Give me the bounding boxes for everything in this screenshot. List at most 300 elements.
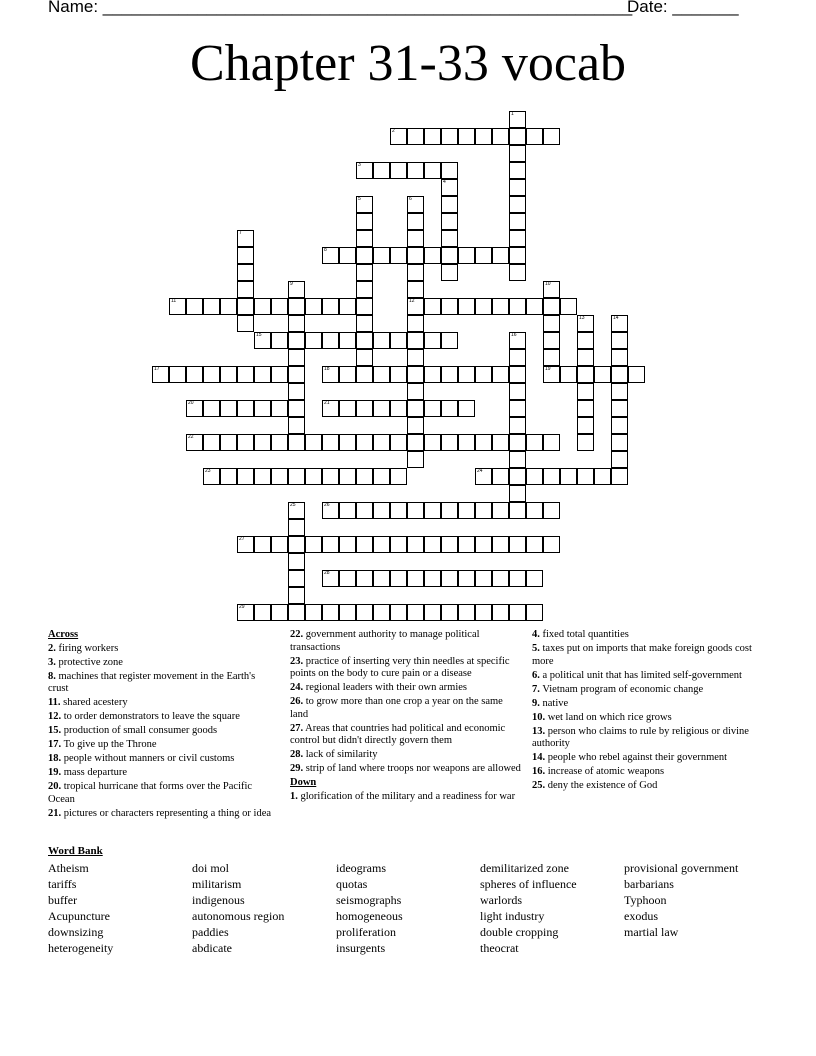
- crossword-cell[interactable]: [509, 417, 526, 434]
- clue-text: wet land on which rice grows: [547, 711, 672, 723]
- crossword-cell[interactable]: [356, 213, 373, 230]
- crossword-cell[interactable]: [356, 264, 373, 281]
- crossword-cell[interactable]: [322, 468, 339, 485]
- crossword-cell[interactable]: [475, 570, 492, 587]
- crossword-cell[interactable]: [509, 196, 526, 213]
- crossword-cell[interactable]: [509, 383, 526, 400]
- crossword-cell[interactable]: [441, 247, 458, 264]
- crossword-cell[interactable]: [288, 417, 305, 434]
- crossword-cell[interactable]: [356, 332, 373, 349]
- crossword-cell[interactable]: [169, 298, 186, 315]
- crossword-cell[interactable]: [373, 434, 390, 451]
- crossword-cell[interactable]: [475, 536, 492, 553]
- crossword-cell[interactable]: [373, 247, 390, 264]
- crossword-cell[interactable]: [305, 536, 322, 553]
- crossword-cell[interactable]: [322, 434, 339, 451]
- crossword-cell[interactable]: [390, 128, 407, 145]
- crossword-cell[interactable]: [441, 434, 458, 451]
- crossword-cell[interactable]: [441, 332, 458, 349]
- crossword-cell[interactable]: [441, 179, 458, 196]
- crossword-cell[interactable]: [322, 366, 339, 383]
- crossword-cell[interactable]: [356, 196, 373, 213]
- crossword-cell[interactable]: [441, 604, 458, 621]
- crossword-cell[interactable]: [407, 196, 424, 213]
- crossword-cell[interactable]: [424, 366, 441, 383]
- crossword-cell[interactable]: [543, 366, 560, 383]
- crossword-cell[interactable]: [237, 230, 254, 247]
- crossword-cell[interactable]: [237, 468, 254, 485]
- crossword-cell[interactable]: [441, 298, 458, 315]
- crossword-cell[interactable]: [271, 468, 288, 485]
- crossword-cell[interactable]: [543, 468, 560, 485]
- crossword-cell[interactable]: [509, 213, 526, 230]
- crossword-cell[interactable]: [305, 434, 322, 451]
- crossword-cell[interactable]: [288, 383, 305, 400]
- crossword-cell[interactable]: [339, 332, 356, 349]
- crossword-cell[interactable]: [237, 400, 254, 417]
- crossword-cell[interactable]: [611, 349, 628, 366]
- crossword-cell[interactable]: [305, 298, 322, 315]
- crossword-cell[interactable]: [611, 315, 628, 332]
- crossword-cell[interactable]: [356, 281, 373, 298]
- crossword-cell[interactable]: [288, 587, 305, 604]
- crossword-cell[interactable]: [543, 502, 560, 519]
- crossword-cell[interactable]: [543, 281, 560, 298]
- crossword-cell[interactable]: [288, 502, 305, 519]
- crossword-cell[interactable]: [492, 468, 509, 485]
- crossword-cell[interactable]: [254, 468, 271, 485]
- crossword-cell[interactable]: [611, 451, 628, 468]
- crossword-cell[interactable]: [407, 417, 424, 434]
- crossword-cell[interactable]: [373, 162, 390, 179]
- crossword-cell[interactable]: [407, 230, 424, 247]
- clue-text: regional leaders with their own armies: [305, 682, 467, 693]
- crossword-cell[interactable]: [441, 128, 458, 145]
- crossword-cell[interactable]: [339, 247, 356, 264]
- crossword-cell[interactable]: [509, 179, 526, 196]
- crossword-cell[interactable]: [169, 366, 186, 383]
- crossword-cell[interactable]: [407, 298, 424, 315]
- crossword-cell[interactable]: [305, 604, 322, 621]
- crossword-cell[interactable]: [288, 553, 305, 570]
- crossword-cell[interactable]: [509, 145, 526, 162]
- crossword-cell[interactable]: [611, 434, 628, 451]
- crossword-cell[interactable]: [475, 247, 492, 264]
- crossword-cell[interactable]: [254, 604, 271, 621]
- crossword-cell[interactable]: [288, 298, 305, 315]
- across-clue: [48, 808, 273, 821]
- crossword-cell[interactable]: [203, 468, 220, 485]
- crossword-cell[interactable]: [458, 298, 475, 315]
- crossword-cell[interactable]: [373, 366, 390, 383]
- crossword-cell[interactable]: [254, 434, 271, 451]
- crossword-cell[interactable]: [475, 128, 492, 145]
- crossword-cell[interactable]: [577, 434, 594, 451]
- crossword-cell[interactable]: [441, 536, 458, 553]
- crossword-cell[interactable]: [475, 604, 492, 621]
- crossword-cell[interactable]: [424, 434, 441, 451]
- crossword-cell[interactable]: [407, 536, 424, 553]
- crossword-cell[interactable]: [526, 536, 543, 553]
- crossword-cell[interactable]: [441, 570, 458, 587]
- crossword-cell[interactable]: [356, 230, 373, 247]
- crossword-cell[interactable]: [186, 400, 203, 417]
- crossword-cell[interactable]: [322, 604, 339, 621]
- crossword-cell[interactable]: [526, 468, 543, 485]
- crossword-cell[interactable]: [509, 332, 526, 349]
- crossword-cell[interactable]: [356, 366, 373, 383]
- crossword-cell[interactable]: [288, 400, 305, 417]
- across-clue: [290, 629, 522, 654]
- crossword-cell[interactable]: [407, 383, 424, 400]
- word-bank-item: buffer: [48, 893, 78, 907]
- crossword-cell[interactable]: [509, 604, 526, 621]
- crossword-cell[interactable]: [492, 502, 509, 519]
- crossword-cell[interactable]: [407, 264, 424, 281]
- crossword-cell[interactable]: [509, 349, 526, 366]
- crossword-cell[interactable]: [390, 468, 407, 485]
- crossword-cell[interactable]: [441, 196, 458, 213]
- crossword-cell[interactable]: [305, 332, 322, 349]
- crossword-cell[interactable]: [577, 315, 594, 332]
- crossword-cell[interactable]: [339, 604, 356, 621]
- crossword-cell[interactable]: [458, 128, 475, 145]
- crossword-cell[interactable]: [407, 502, 424, 519]
- crossword-cell[interactable]: [509, 536, 526, 553]
- crossword-cell[interactable]: [356, 315, 373, 332]
- crossword-cell[interactable]: [458, 604, 475, 621]
- crossword-cell[interactable]: [271, 332, 288, 349]
- crossword-cell[interactable]: [424, 332, 441, 349]
- crossword-cell[interactable]: [288, 468, 305, 485]
- crossword-cell[interactable]: [526, 570, 543, 587]
- crossword-cell[interactable]: [271, 604, 288, 621]
- crossword-cell[interactable]: [509, 434, 526, 451]
- crossword-cell[interactable]: [373, 400, 390, 417]
- crossword-cell[interactable]: [611, 468, 628, 485]
- crossword-cell[interactable]: [611, 366, 628, 383]
- crossword-cell[interactable]: [288, 332, 305, 349]
- crossword-cell[interactable]: [509, 366, 526, 383]
- crossword-cell[interactable]: [356, 400, 373, 417]
- crossword-cell[interactable]: [475, 366, 492, 383]
- crossword-cell[interactable]: [237, 434, 254, 451]
- crossword-cell[interactable]: [509, 502, 526, 519]
- crossword-cell[interactable]: [390, 434, 407, 451]
- crossword-cell[interactable]: [509, 230, 526, 247]
- crossword-cell[interactable]: [526, 298, 543, 315]
- crossword-cell[interactable]: [237, 298, 254, 315]
- crossword-cell[interactable]: [390, 162, 407, 179]
- crossword-cell[interactable]: [577, 417, 594, 434]
- crossword-cell[interactable]: [611, 332, 628, 349]
- crossword-cell[interactable]: [526, 604, 543, 621]
- crossword-cell[interactable]: [186, 298, 203, 315]
- crossword-cell[interactable]: [339, 298, 356, 315]
- clue-text: Areas that countries had political and economic control but didn't directly govern them: [290, 722, 506, 746]
- crossword-cell[interactable]: [152, 366, 169, 383]
- crossword-cell[interactable]: [322, 502, 339, 519]
- crossword-cell[interactable]: [509, 111, 526, 128]
- word-bank-item: seismographs: [336, 893, 402, 907]
- crossword-cell[interactable]: [356, 349, 373, 366]
- crossword-cell[interactable]: [458, 570, 475, 587]
- crossword-cell[interactable]: [543, 332, 560, 349]
- crossword-cell[interactable]: [441, 366, 458, 383]
- crossword-cell[interactable]: [509, 128, 526, 145]
- crossword-cell[interactable]: [424, 604, 441, 621]
- crossword-cell[interactable]: [611, 417, 628, 434]
- crossword-cell[interactable]: [424, 128, 441, 145]
- crossword-cell[interactable]: [475, 468, 492, 485]
- crossword-cell[interactable]: [390, 366, 407, 383]
- crossword-cell[interactable]: [271, 434, 288, 451]
- crossword-cell[interactable]: [577, 366, 594, 383]
- crossword-cell[interactable]: [186, 434, 203, 451]
- crossword-cell[interactable]: [288, 349, 305, 366]
- crossword-cell[interactable]: [322, 247, 339, 264]
- crossword-cell[interactable]: [407, 400, 424, 417]
- crossword-cell[interactable]: [492, 434, 509, 451]
- crossword-cell[interactable]: [390, 247, 407, 264]
- crossword-cell[interactable]: [254, 366, 271, 383]
- crossword-cell[interactable]: [271, 298, 288, 315]
- crossword-cell[interactable]: [407, 366, 424, 383]
- crossword-cell[interactable]: [458, 400, 475, 417]
- crossword-cell[interactable]: [424, 400, 441, 417]
- crossword-cell[interactable]: [577, 383, 594, 400]
- crossword-cell[interactable]: [237, 247, 254, 264]
- crossword-cell[interactable]: [339, 468, 356, 485]
- crossword-cell[interactable]: [203, 298, 220, 315]
- crossword-cell[interactable]: [356, 298, 373, 315]
- crossword-cell[interactable]: [611, 383, 628, 400]
- crossword-cell[interactable]: [220, 434, 237, 451]
- crossword-cell[interactable]: [492, 298, 509, 315]
- crossword-cell[interactable]: [543, 298, 560, 315]
- crossword-cell[interactable]: [492, 247, 509, 264]
- crossword-cell[interactable]: [560, 366, 577, 383]
- crossword-cell[interactable]: [577, 332, 594, 349]
- crossword-cell[interactable]: [492, 366, 509, 383]
- crossword-cell[interactable]: [441, 230, 458, 247]
- name-line[interactable]: Name: ________________________________________________________: [48, 0, 633, 16]
- word-bank-heading: Word Bank: [48, 845, 103, 857]
- clue-text: to order demonstrators to leave the square: [63, 711, 240, 722]
- crossword-cell[interactable]: [441, 213, 458, 230]
- crossword-cell[interactable]: [543, 128, 560, 145]
- crossword-cell[interactable]: [424, 502, 441, 519]
- crossword-cell[interactable]: [543, 536, 560, 553]
- crossword-cell[interactable]: [407, 604, 424, 621]
- crossword-cell[interactable]: [492, 128, 509, 145]
- crossword-cell[interactable]: [254, 332, 271, 349]
- crossword-cell[interactable]: [237, 264, 254, 281]
- crossword-cell[interactable]: [339, 366, 356, 383]
- crossword-cell[interactable]: [288, 315, 305, 332]
- crossword-cell[interactable]: [594, 366, 611, 383]
- crossword-cell[interactable]: [288, 434, 305, 451]
- crossword-cell[interactable]: [373, 604, 390, 621]
- crossword-cell[interactable]: [509, 162, 526, 179]
- crossword-cell[interactable]: [577, 400, 594, 417]
- crossword-cell[interactable]: [492, 604, 509, 621]
- crossword-cell[interactable]: [407, 247, 424, 264]
- crossword-cell[interactable]: [475, 298, 492, 315]
- crossword-cell[interactable]: [356, 604, 373, 621]
- crossword-cell[interactable]: [237, 536, 254, 553]
- crossword-cell[interactable]: [543, 434, 560, 451]
- crossword-cell[interactable]: [441, 264, 458, 281]
- crossword-cell[interactable]: [458, 434, 475, 451]
- crossword-cell[interactable]: [356, 162, 373, 179]
- down-clue: [532, 752, 764, 765]
- crossword-cell[interactable]: [407, 315, 424, 332]
- crossword-cell[interactable]: [203, 434, 220, 451]
- crossword-cell[interactable]: [322, 298, 339, 315]
- crossword-cell[interactable]: [373, 502, 390, 519]
- crossword-cell[interactable]: [509, 570, 526, 587]
- crossword-cell[interactable]: [407, 349, 424, 366]
- crossword-cell[interactable]: [271, 366, 288, 383]
- crossword-cell[interactable]: [237, 604, 254, 621]
- crossword-cell[interactable]: [594, 468, 611, 485]
- crossword-cell[interactable]: [407, 570, 424, 587]
- crossword-cell[interactable]: [254, 400, 271, 417]
- crossword-cell[interactable]: [237, 366, 254, 383]
- crossword-cell[interactable]: [475, 434, 492, 451]
- crossword-cell[interactable]: [509, 451, 526, 468]
- crossword-cell[interactable]: [288, 536, 305, 553]
- crossword-cell[interactable]: [407, 128, 424, 145]
- crossword-cell[interactable]: [458, 502, 475, 519]
- crossword-cell[interactable]: [543, 315, 560, 332]
- crossword-cell[interactable]: [322, 400, 339, 417]
- crossword-cell[interactable]: [220, 468, 237, 485]
- crossword-cell[interactable]: [458, 536, 475, 553]
- crossword-cell[interactable]: [390, 502, 407, 519]
- crossword-cell[interactable]: [254, 536, 271, 553]
- crossword-cell[interactable]: [407, 281, 424, 298]
- crossword-cell[interactable]: [407, 162, 424, 179]
- crossword-cell[interactable]: [407, 451, 424, 468]
- crossword-cell[interactable]: [186, 366, 203, 383]
- crossword-cell[interactable]: [611, 400, 628, 417]
- crossword-cell[interactable]: [543, 349, 560, 366]
- crossword-cell[interactable]: [339, 536, 356, 553]
- crossword-cell[interactable]: [356, 434, 373, 451]
- crossword-cell[interactable]: [509, 400, 526, 417]
- crossword-cell[interactable]: [220, 400, 237, 417]
- crossword-cell[interactable]: [356, 247, 373, 264]
- crossword-cell[interactable]: [288, 604, 305, 621]
- crossword-cell[interactable]: [628, 366, 645, 383]
- crossword-cell[interactable]: [254, 298, 271, 315]
- crossword-cell[interactable]: [339, 434, 356, 451]
- crossword-cell[interactable]: [577, 349, 594, 366]
- crossword-cell[interactable]: [271, 536, 288, 553]
- crossword-cell[interactable]: [441, 502, 458, 519]
- crossword-cell[interactable]: [407, 213, 424, 230]
- crossword-cell[interactable]: [424, 162, 441, 179]
- crossword-cell[interactable]: [288, 281, 305, 298]
- crossword-cell[interactable]: [424, 536, 441, 553]
- crossword-cell[interactable]: [373, 536, 390, 553]
- crossword-cell[interactable]: [390, 536, 407, 553]
- crossword-cell[interactable]: [220, 366, 237, 383]
- crossword-cell[interactable]: [373, 570, 390, 587]
- crossword-cell[interactable]: [322, 536, 339, 553]
- crossword-cell[interactable]: [492, 536, 509, 553]
- crossword-cell[interactable]: [424, 247, 441, 264]
- crossword-cell[interactable]: [237, 281, 254, 298]
- crossword-cell[interactable]: [339, 570, 356, 587]
- crossword-cell[interactable]: [339, 502, 356, 519]
- crossword-cell[interactable]: [441, 162, 458, 179]
- crossword-cell[interactable]: [390, 400, 407, 417]
- crossword-cell[interactable]: [526, 128, 543, 145]
- crossword-cell[interactable]: [356, 570, 373, 587]
- crossword-cell[interactable]: [390, 332, 407, 349]
- crossword-cell[interactable]: [475, 502, 492, 519]
- crossword-cell[interactable]: [407, 434, 424, 451]
- crossword-cell[interactable]: [407, 332, 424, 349]
- crossword-cell[interactable]: [356, 536, 373, 553]
- crossword-cell[interactable]: [424, 570, 441, 587]
- crossword-cell[interactable]: [577, 468, 594, 485]
- crossword-cell[interactable]: [373, 332, 390, 349]
- crossword-cell[interactable]: [441, 400, 458, 417]
- crossword-cell[interactable]: [560, 468, 577, 485]
- crossword-cell[interactable]: [526, 434, 543, 451]
- crossword-cell[interactable]: [492, 570, 509, 587]
- crossword-cell[interactable]: [560, 298, 577, 315]
- crossword-cell[interactable]: [509, 264, 526, 281]
- crossword-cell[interactable]: [220, 298, 237, 315]
- clue-text: deny the existence of God: [547, 780, 658, 791]
- crossword-cell[interactable]: [203, 400, 220, 417]
- crossword-cell[interactable]: [424, 298, 441, 315]
- crossword-cell[interactable]: [509, 247, 526, 264]
- crossword-cell[interactable]: [322, 570, 339, 587]
- across-clue: [290, 723, 522, 748]
- across-heading: Across: [48, 629, 79, 640]
- crossword-cell[interactable]: [390, 604, 407, 621]
- crossword-cell[interactable]: [373, 468, 390, 485]
- crossword-cell[interactable]: [390, 570, 407, 587]
- crossword-cell[interactable]: [322, 332, 339, 349]
- crossword-cell[interactable]: [509, 485, 526, 502]
- crossword-cell[interactable]: [339, 400, 356, 417]
- crossword-cell[interactable]: [458, 366, 475, 383]
- crossword-cell[interactable]: [288, 366, 305, 383]
- crossword-cell[interactable]: [458, 247, 475, 264]
- crossword-cell[interactable]: [203, 366, 220, 383]
- crossword-cell[interactable]: [305, 468, 322, 485]
- crossword-cell[interactable]: [356, 468, 373, 485]
- crossword-cell[interactable]: [237, 315, 254, 332]
- crossword-cell[interactable]: [288, 570, 305, 587]
- crossword-cell[interactable]: [526, 502, 543, 519]
- crossword-cell[interactable]: [509, 468, 526, 485]
- crossword-cell[interactable]: [509, 298, 526, 315]
- crossword-cell[interactable]: [271, 400, 288, 417]
- date-line[interactable]: Date: _______: [627, 0, 739, 16]
- crossword-cell[interactable]: [288, 519, 305, 536]
- clue-number: 13.: [532, 725, 546, 737]
- clue-number: 3.: [48, 656, 56, 668]
- crossword-cell[interactable]: [356, 502, 373, 519]
